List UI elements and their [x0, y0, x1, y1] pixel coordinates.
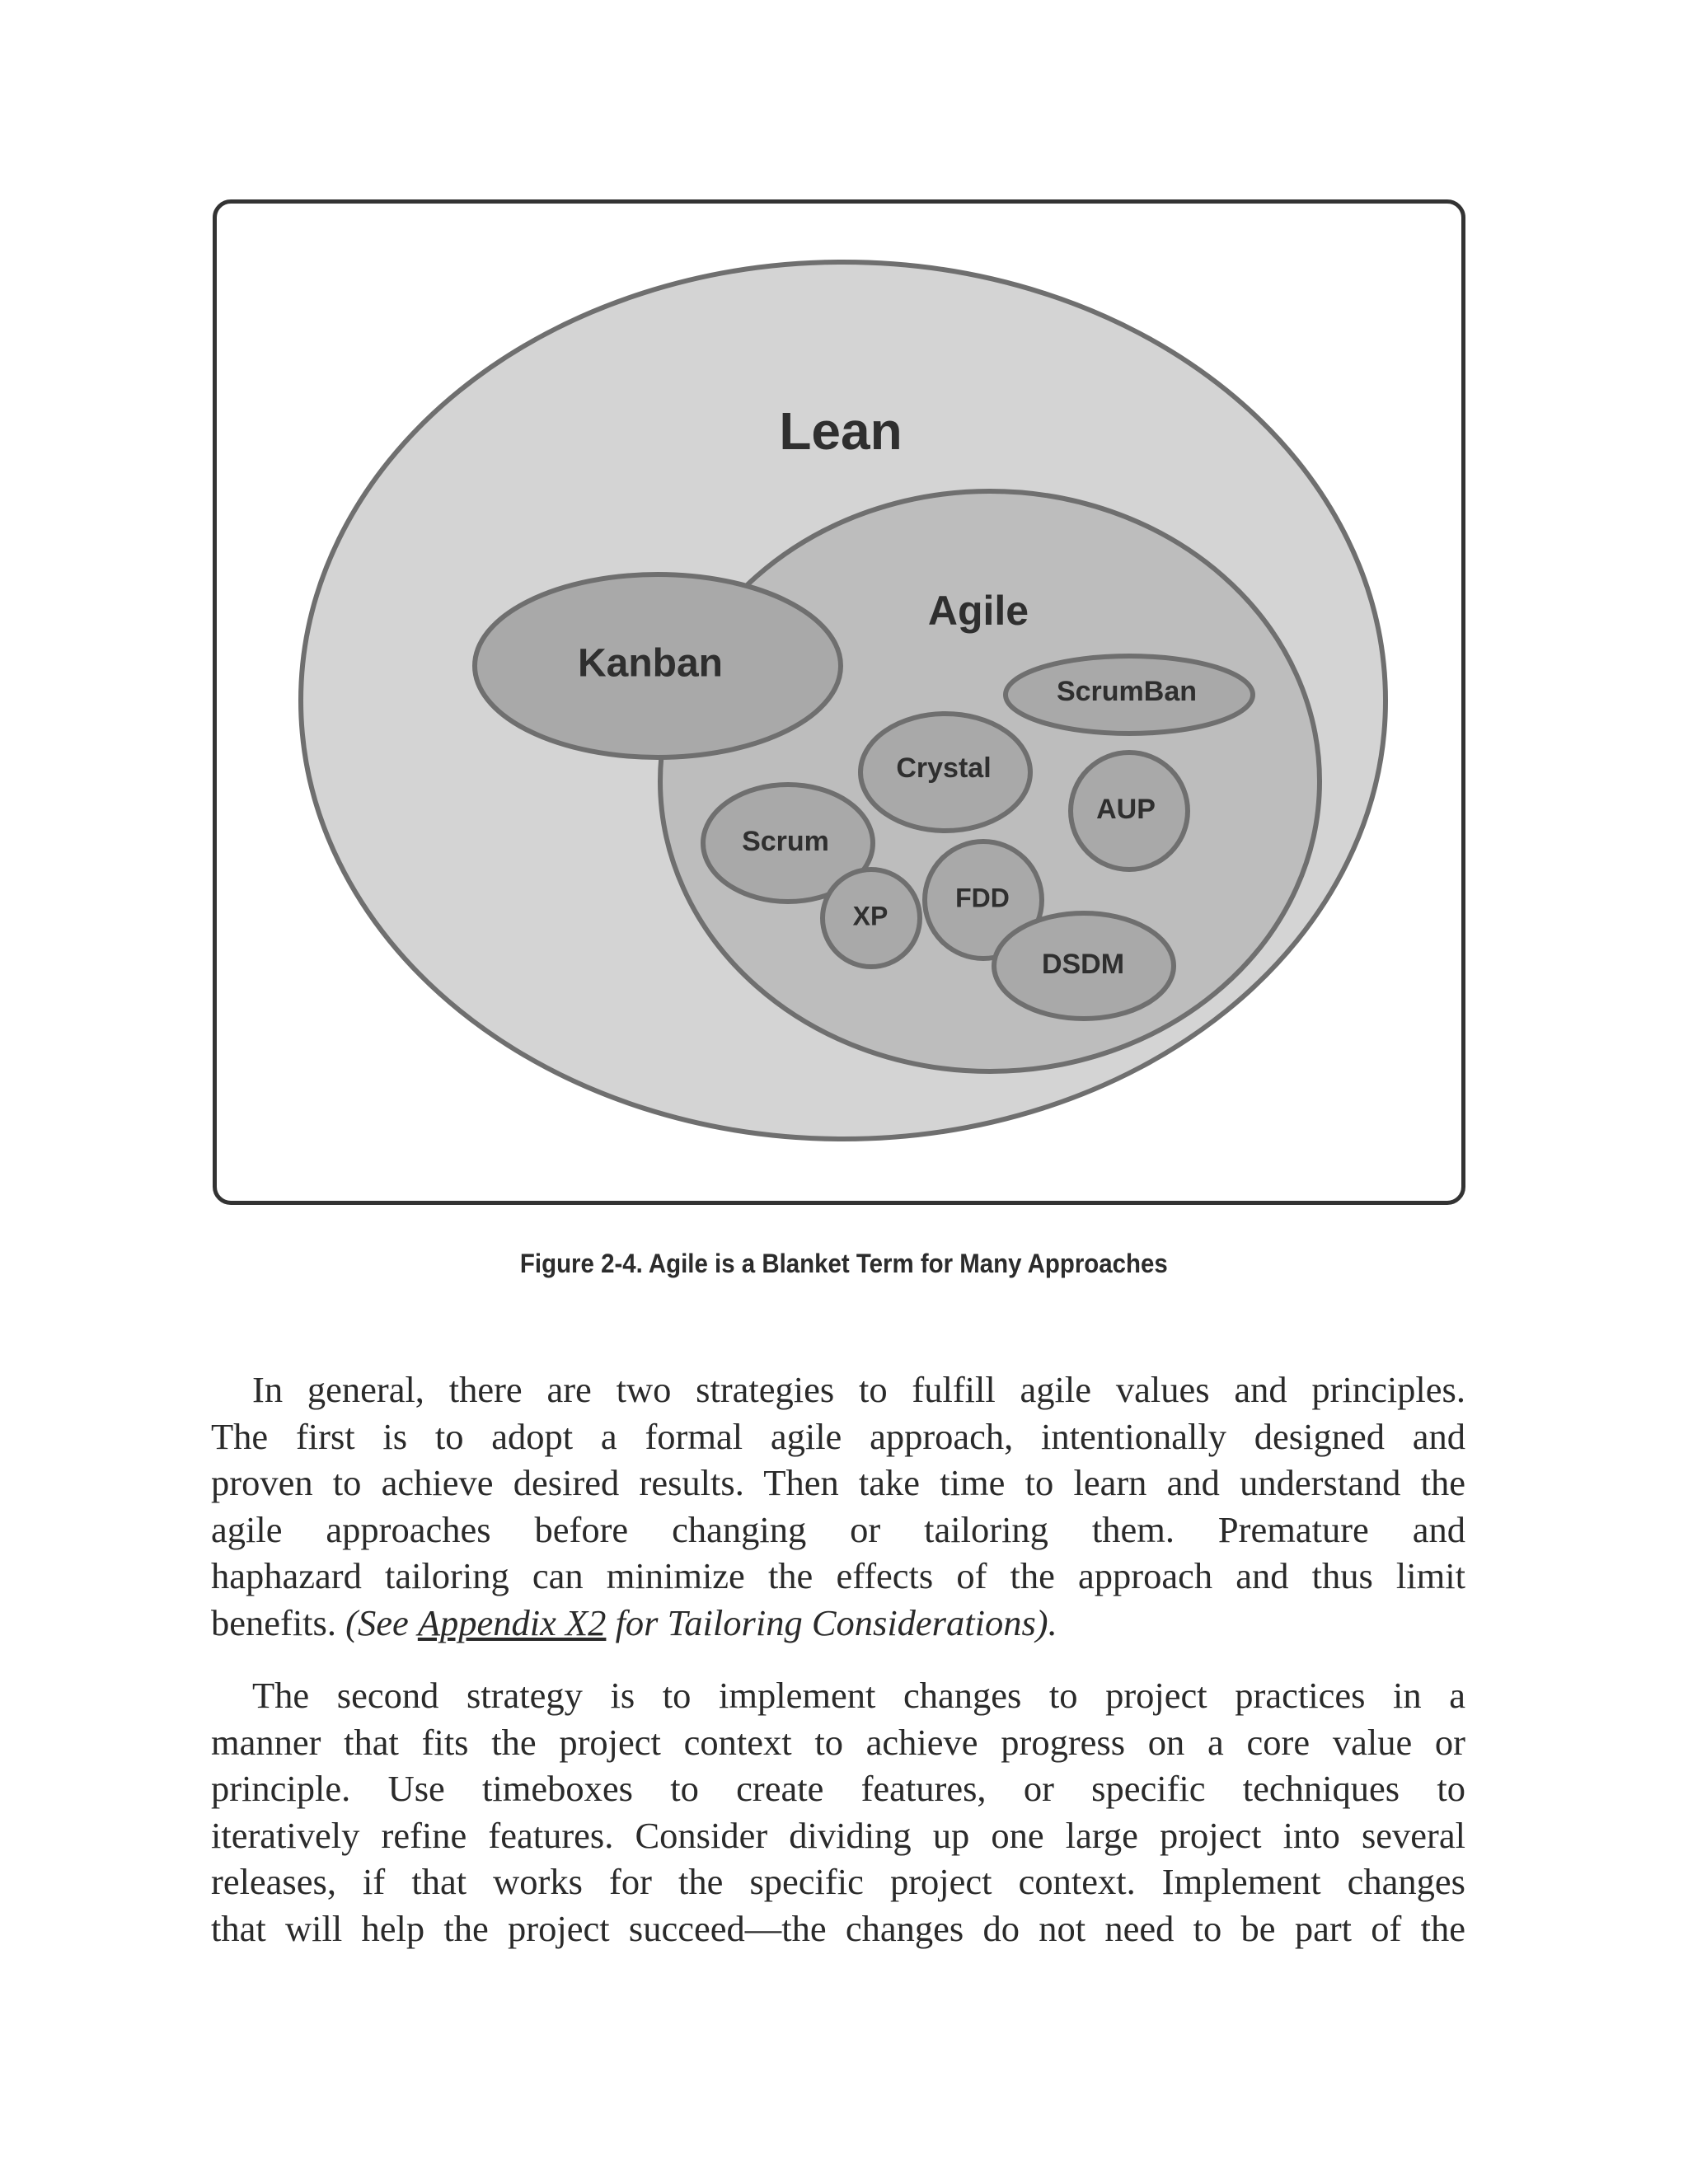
- paragraph-last-line: [211, 1600, 1465, 1647]
- paragraph-2: [211, 1672, 1465, 1952]
- kanban-label: Kanban: [577, 641, 724, 686]
- paragraph-line: that will help the project succeed—the changes do not need to be part of the: [211, 1907, 1465, 1949]
- appendix-x2-link[interactable]: Appendix X2: [417, 1601, 607, 1643]
- paragraph-line: manner that fits the project context to achieve progress on a core value or: [211, 1721, 1465, 1763]
- fdd-label: FDD: [955, 883, 1010, 913]
- paragraph-line: agile approaches before changing or tailoring them. Premature and: [211, 1508, 1465, 1550]
- reference-close: for Tailoring Considerations).: [615, 1601, 1057, 1643]
- reference-open: (See: [345, 1601, 409, 1643]
- paragraph-1: [211, 1366, 1465, 1646]
- paragraph-line: The first is to adopt a formal agile approach, intentionally designed and: [211, 1415, 1465, 1457]
- paragraph-line: The second strategy is to implement changes to project practices in a: [252, 1675, 1465, 1716]
- agile-label: Agile: [927, 588, 1029, 635]
- scrum-label: Scrum: [742, 825, 829, 857]
- xp-label: XP: [852, 901, 889, 931]
- paragraph-text: benefits.: [211, 1601, 336, 1643]
- lean-label: Lean: [779, 401, 903, 461]
- crystal-label: Crystal: [896, 752, 992, 784]
- aup-label: AUP: [1096, 793, 1156, 825]
- paragraph-line: principle. Use timeboxes to create features, or specific techniques to: [211, 1768, 1465, 1809]
- paragraph-line: proven to achieve desired results. Then take time to learn and understand the: [211, 1462, 1465, 1503]
- paragraph-line: releases, if that works for the specific project context. Implement changes: [211, 1861, 1465, 1902]
- dsdm-label: DSDM: [1041, 948, 1125, 980]
- paragraph-line: iteratively refine features. Consider dividing up one large project into several: [211, 1814, 1465, 1856]
- paragraph-line: haphazard tailoring can minimize the effects of the approach and thus limit: [211, 1555, 1465, 1596]
- paragraph-line: In general, there are two strategies to fulfill agile values and principles.: [252, 1369, 1465, 1410]
- figure-caption: Figure 2-4. Agile is a Blanket Term for Many Approaches: [519, 1249, 1168, 1278]
- scrumban-label: ScrumBan: [1056, 675, 1198, 707]
